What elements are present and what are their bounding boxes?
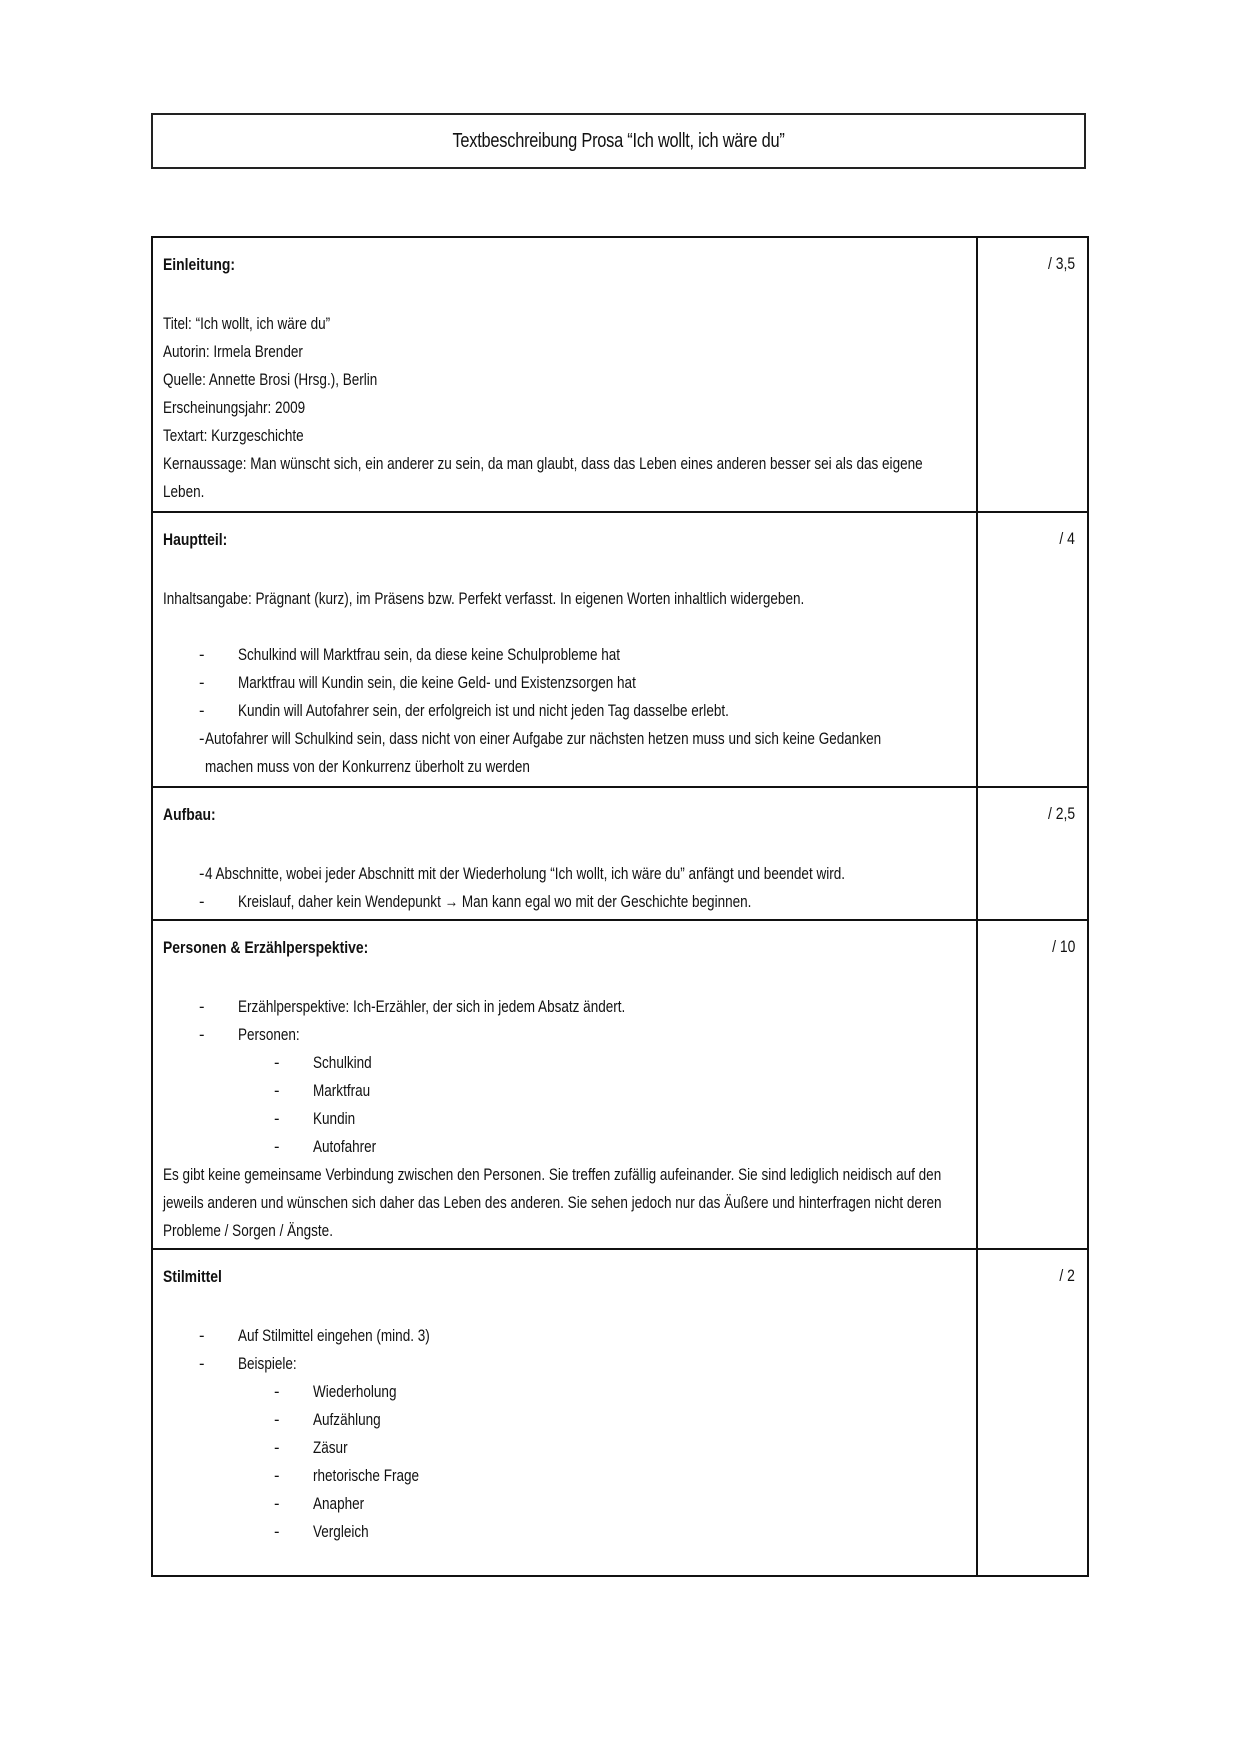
bullet-dash: - bbox=[199, 730, 205, 748]
bullet-dash: - bbox=[274, 1495, 280, 1513]
sub-list-item: - Wiederholung bbox=[163, 1378, 966, 1406]
score-cell bbox=[978, 1250, 1087, 1575]
sub-list-item: - Zäsur bbox=[163, 1434, 966, 1462]
sub-list-item: - Vergleich bbox=[163, 1518, 966, 1546]
section-heading: Personen & Erzählperspektive: bbox=[163, 938, 369, 957]
info-year: Erscheinungsjahr: 2009 bbox=[163, 399, 306, 417]
sub-list-item: - Anapher bbox=[163, 1490, 966, 1518]
bullet-dash: - bbox=[274, 1439, 280, 1457]
bullet-dash: - bbox=[199, 1327, 205, 1345]
score-cell bbox=[978, 921, 1087, 1248]
section-einleitung bbox=[153, 238, 1087, 511]
bullet-dash: - bbox=[199, 865, 205, 883]
list-item: - Erzählperspektive: Ich-Erzähler, der sich in jedem Absatz ändert. bbox=[163, 993, 966, 1021]
grading-table bbox=[151, 236, 1089, 1577]
section-personen bbox=[153, 919, 1087, 1248]
bullet-dash: - bbox=[274, 1138, 280, 1156]
list-item: - Beispiele: bbox=[163, 1350, 966, 1378]
section-heading: Aufbau: bbox=[163, 805, 216, 824]
info-author: Autorin: Irmela Brender bbox=[163, 343, 303, 361]
bullet-dash: - bbox=[199, 646, 205, 664]
bullet-dash: - bbox=[199, 674, 205, 692]
section-content bbox=[153, 1250, 978, 1575]
score-value: / 2 bbox=[1059, 1266, 1075, 1285]
section-content bbox=[153, 788, 978, 919]
score-cell bbox=[978, 238, 1087, 511]
section-heading: Stilmittel bbox=[163, 1267, 222, 1286]
bullet-dash: - bbox=[199, 702, 205, 720]
section-content bbox=[153, 513, 978, 786]
bullet-dash: - bbox=[274, 1110, 280, 1128]
list-item: - Schulkind will Marktfrau sein, da diese keine Schulprobleme hat bbox=[163, 641, 966, 669]
bullet-dash: - bbox=[274, 1054, 280, 1072]
list-item: - Personen: bbox=[163, 1021, 966, 1049]
summary-instructions: Inhaltsangabe: Prägnant (kurz), im Präsens bzw. Perfekt verfasst. In eigenen Worten inhaltlich widergeben. bbox=[163, 590, 805, 608]
list-item: - Marktfrau will Kundin sein, die keine Geld- und Existenzsorgen hat bbox=[163, 669, 966, 697]
section-content bbox=[153, 238, 978, 511]
bullet-dash: - bbox=[274, 1467, 280, 1485]
info-source: Quelle: Annette Brosi (Hrsg.), Berlin bbox=[163, 371, 378, 389]
list-item: - Auf Stilmittel eingehen (mind. 3) bbox=[163, 1322, 966, 1350]
bullet-dash: - bbox=[199, 1355, 205, 1373]
bullet-dash: - bbox=[274, 1082, 280, 1100]
score-cell bbox=[978, 788, 1087, 919]
list-item: - Autofahrer will Schulkind sein, dass nicht von einer Aufgabe zur nächsten hetzen muss und sich keine Gedanken machen muss von der Konkurrenz überholt zu werden bbox=[163, 725, 966, 781]
document-title-box bbox=[151, 113, 1086, 169]
score-value: / 3,5 bbox=[1047, 254, 1075, 273]
info-text-type: Textart: Kurzgeschichte bbox=[163, 427, 304, 445]
bullet-dash: - bbox=[274, 1383, 280, 1401]
score-value: / 10 bbox=[1051, 937, 1075, 956]
sub-list-item: - Autofahrer bbox=[163, 1133, 966, 1161]
sub-list-item: - Kundin bbox=[163, 1105, 966, 1133]
bullet-dash: - bbox=[274, 1411, 280, 1429]
section-hauptteil bbox=[153, 511, 1087, 786]
score-value: / 4 bbox=[1059, 529, 1075, 548]
section-content bbox=[153, 921, 978, 1248]
bullet-dash: - bbox=[199, 998, 205, 1016]
persons-paragraph: Es gibt keine gemeinsame Verbindung zwischen den Personen. Sie treffen zufällig aufeinander. Sie sind lediglich neidisch auf den jeweils anderen und wünschen sich daher das Leben des anderen. Sie sehen jedoch nur das Äußere und hinterfragen nicht deren Probleme / Sorgen / Ängste. bbox=[163, 1166, 942, 1240]
info-title: Titel: “Ich wollt, ich wäre du” bbox=[163, 315, 331, 333]
sub-list-item: - Aufzählung bbox=[163, 1406, 966, 1434]
list-item: - 4 Abschnitte, wobei jeder Abschnitt mit der Wiederholung “Ich wollt, ich wäre du” anfängt und beendet wird. bbox=[163, 860, 966, 888]
score-value: / 2,5 bbox=[1047, 804, 1075, 823]
sub-list-item: - Marktfrau bbox=[163, 1077, 966, 1105]
section-stilmittel bbox=[153, 1248, 1087, 1575]
bullet-dash: - bbox=[199, 1026, 205, 1044]
core-message: Kernaussage: Man wünscht sich, ein anderer zu sein, da man glaubt, dass das Leben eines anderen besser sei als das eigene Leben. bbox=[163, 455, 923, 501]
document-title: Textbeschreibung Prosa “Ich wollt, ich wäre du” bbox=[452, 129, 785, 152]
score-cell bbox=[978, 513, 1087, 786]
sub-list-item: - rhetorische Frage bbox=[163, 1462, 966, 1490]
section-heading: Hauptteil: bbox=[163, 530, 228, 549]
list-item: - Kundin will Autofahrer sein, der erfolgreich ist und nicht jeden Tag dasselbe erlebt. bbox=[163, 697, 966, 725]
section-heading: Einleitung: bbox=[163, 255, 236, 274]
bullet-dash: - bbox=[274, 1523, 280, 1541]
bullet-dash: - bbox=[199, 893, 205, 911]
sub-list-item: - Schulkind bbox=[163, 1049, 966, 1077]
list-item: - Kreislauf, daher kein Wendepunkt → Man kann egal wo mit der Geschichte beginnen. bbox=[163, 888, 966, 916]
section-aufbau bbox=[153, 786, 1087, 919]
